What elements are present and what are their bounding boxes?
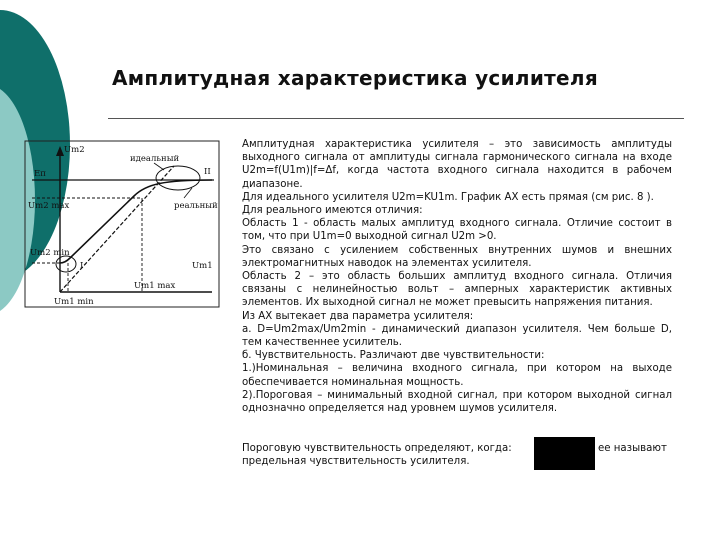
real-curve bbox=[60, 180, 212, 263]
region-1-ellipse bbox=[56, 256, 76, 272]
title-divider bbox=[108, 118, 684, 119]
paragraph: Из АХ вытекает два параметра усилителя: bbox=[242, 310, 474, 322]
um2min-label: Um2 min bbox=[30, 248, 70, 258]
last-paragraph-start: Пороговую чувствительность определяют, когда: bbox=[242, 443, 512, 454]
paragraph: Это связано с усилением собственных внутренних шумов и внешних электромагнитных наводок на элементах усилителя. bbox=[242, 244, 672, 269]
last-paragraph-line2: предельная чувствительность усилителя. bbox=[242, 456, 470, 467]
paragraph: Для реального имеются отличия: bbox=[242, 205, 423, 217]
ideal-leader bbox=[154, 163, 164, 170]
redacted-formula-box bbox=[534, 437, 595, 470]
y-axis-label: Um2 bbox=[64, 145, 85, 155]
paragraph: а. D=Um2max/Um2min - динамический диапазон усилителя. Чем больше D, тем качественнее усилитель. bbox=[242, 323, 672, 349]
body-text bbox=[242, 138, 672, 415]
amplitude-characteristic-graph bbox=[24, 140, 220, 308]
um2max-label: Um2 max bbox=[28, 201, 70, 211]
paragraph: 2).Пороговая – минимальный входной сигнал, при котором выходной сигнал однозначно определяется над уровнем шумов усилителя. bbox=[242, 389, 672, 415]
paragraph: 1.)Номинальная – величина входного сигнала, при котором на выходе обеспечивается номинальная мощность. bbox=[242, 363, 672, 388]
paragraph: Амплитудная характеристика усилителя – это зависимость амплитуды выходного сигнала от амплитуды сигнала гармонического сигнала на входе U2m=f(U1m)|f=Δf, когда частота входного сигнала находится в рабочем диапазоне. bbox=[242, 139, 672, 190]
paragraph: Для идеального усилителя U2m=KU1m. График АХ есть прямая (см рис. 8 ). bbox=[242, 191, 654, 203]
um1min-label: Um1 min bbox=[54, 297, 94, 307]
region-2-label: II bbox=[204, 167, 211, 177]
paragraph: б. Чувствительность. Различают две чувствительности: bbox=[242, 350, 545, 362]
paragraph: Область 2 – это область больших амплитуд входного сигнала. Отличия связаны с нелинейностью вольт – амперных характеристик активных элементов. Их выходной сигнал не может превысить напряжения питания. bbox=[242, 271, 672, 309]
last-paragraph-end: ее называют bbox=[598, 443, 667, 454]
real-label: реальный bbox=[174, 201, 218, 211]
slide-title: Амплитудная характеристика усилителя bbox=[112, 66, 598, 90]
y-axis-arrow bbox=[56, 146, 64, 156]
ep-label: Eп bbox=[34, 169, 46, 179]
x-axis-label: Um1 bbox=[192, 261, 213, 271]
um1max-label: Um1 max bbox=[134, 281, 176, 291]
region-1-label: I bbox=[80, 261, 84, 271]
paragraph: Область 1 - область малых амплитуд входного сигнала. Отличие состоит в том, что при U1m=0 выходной сигнал U2m >0. bbox=[242, 218, 672, 243]
ideal-label: идеальный bbox=[130, 154, 180, 164]
